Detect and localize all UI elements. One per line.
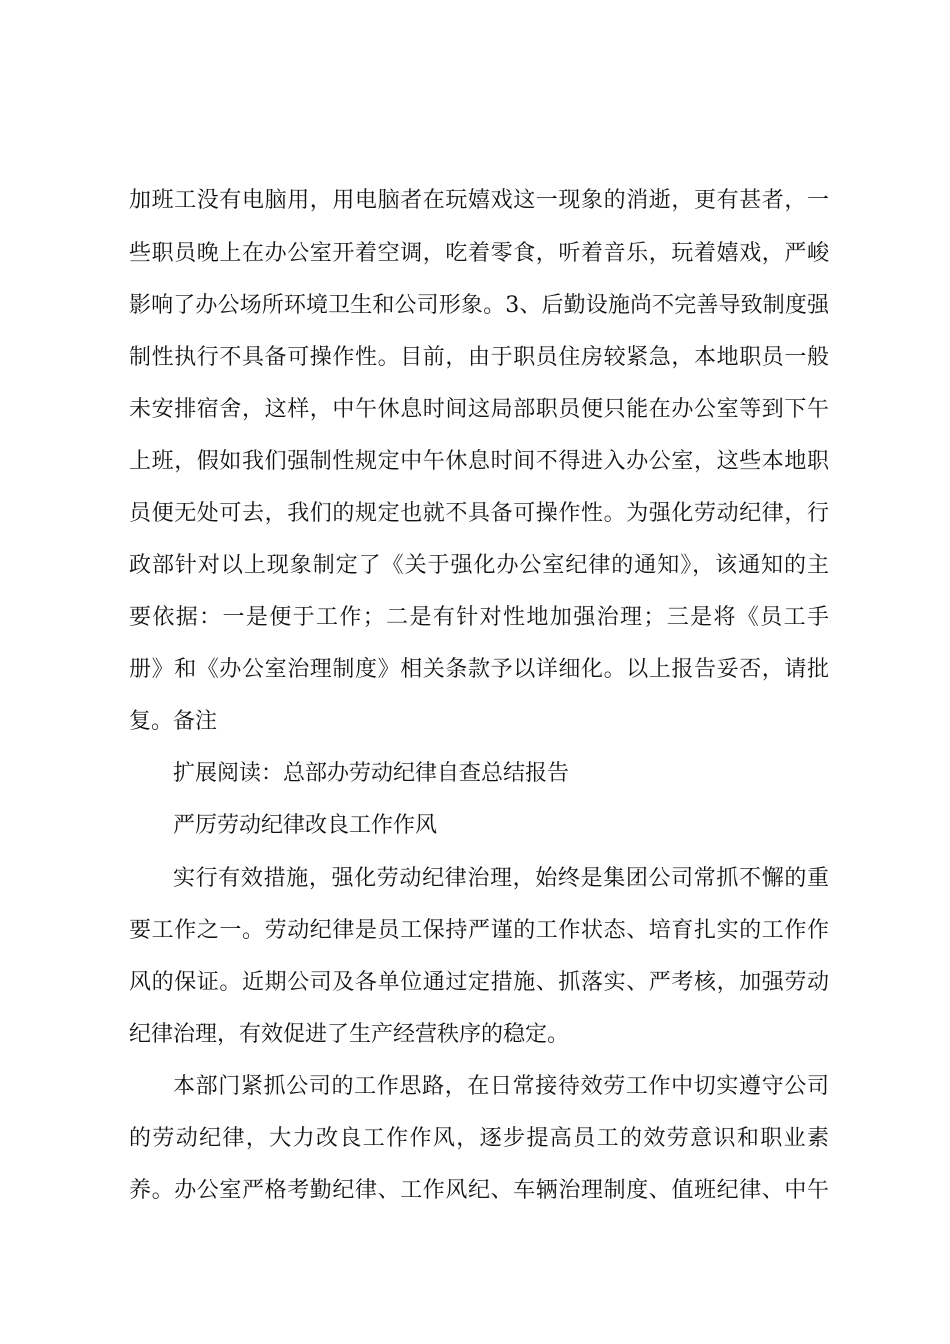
paragraph-1-line: 些职员晚上在办公室开着空调，吃着零食，听着音乐，玩着嬉戏，严峻: [129, 241, 829, 266]
paragraph-3-line: 养。办公室严格考勤纪律、工作风纪、车辆治理制度、值班纪律、中午: [129, 1178, 829, 1203]
paragraph-2-line: 风的保证。近期公司及各单位通过定措施、抓落实、严考核，加强劳动: [129, 970, 829, 995]
paragraph-1-line: 影响了办公场所环境卫生和公司形象。3、后勤设施尚不完善导致制度强: [129, 293, 829, 318]
paragraph-1-line: 制性执行不具备可操作性。目前，由于职员住房较紧急，本地职员一般: [129, 345, 829, 370]
paragraph-3-line: 本部门紧抓公司的工作思路，在日常接待效劳工作中切实遵守公司: [173, 1074, 829, 1099]
paragraph-1-line: 复。备注: [129, 709, 218, 734]
paragraph-2-line: 要工作之一。劳动纪律是员工保持严谨的工作状态、培育扎实的工作作: [129, 918, 829, 943]
paragraph-1-line: 员便无处可去，我们的规定也就不具备可操作性。为强化劳动纪律，行: [129, 501, 829, 526]
paragraph-1-line: 要依据：一是便于工作；二是有针对性地加强治理；三是将《员工手: [129, 605, 829, 630]
paragraph-1-line: 政部针对以上现象制定了《关于强化办公室纪律的通知》，该通知的主: [129, 553, 829, 578]
extended-reading-link: 扩展阅读：总部办劳动纪律自查总结报告: [173, 761, 570, 786]
paragraph-2-line: 纪律治理，有效促进了生产经营秩序的稳定。: [129, 1022, 570, 1047]
paragraph-2-line: 实行有效措施，强化劳动纪律治理，始终是集团公司常抓不懈的重: [173, 866, 829, 891]
paragraph-1-line: 上班，假如我们强制性规定中午休息时间不得进入办公室，这些本地职: [129, 449, 829, 474]
paragraph-3-line: 的劳动纪律，大力改良工作作风，逐步提高员工的效劳意识和职业素: [129, 1126, 829, 1151]
section-subtitle: 严厉劳动纪律改良工作作风: [173, 813, 438, 838]
paragraph-1-line: 册》和《办公室治理制度》相关条款予以详细化。以上报告妥否，请批: [129, 657, 829, 682]
paragraph-1-line: 加班工没有电脑用，用电脑者在玩嬉戏这一现象的消逝，更有甚者，一: [129, 188, 829, 213]
paragraph-1-line: 未安排宿舍，这样，中午休息时间这局部职员便只能在办公室等到下午: [129, 397, 829, 422]
